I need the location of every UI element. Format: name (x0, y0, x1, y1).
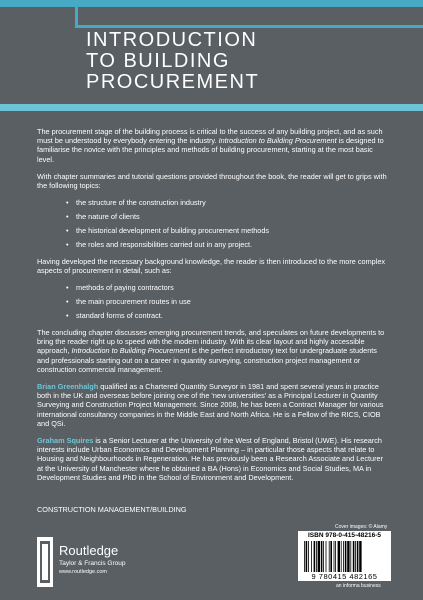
aspects-list (37, 283, 390, 320)
subject-category: CONSTRUCTION MANAGEMENT/BUILDING (37, 505, 187, 514)
barcode-icon (304, 541, 385, 572)
publisher-name: Routledge (59, 543, 119, 558)
cover-credit: Cover images: © Alamy (335, 524, 388, 530)
list-item: • the nature of clients (37, 212, 390, 221)
author-bio-1: Brian Greenhalgh qualified as a Chartered Quantity Surveyor in 1981 and spent several years in practice both in the UK and overseas before joining one of the 'new universities' as a Principal Lecturer in Quantity Surveying and Construction Project Management. Since 2008, he has been a Contract Manager for various international consultancy companies in the Middle East and North Africa. He is a Fellow of the RICS, CIOB and QSi. (37, 382, 384, 428)
intro-paragraph: The procurement stage of the building process is critical to the success of any building project, and as such must be understood by everybody entering the industry. Introduction to Building Procurement is designed to familiarise the novice with the principles and methods of building procurement, starting at the most basic level. (37, 127, 384, 164)
publisher-group: Taylor & Francis Group (59, 560, 126, 567)
list-item: • the structure of the construction industry (37, 198, 390, 207)
routledge-mark-icon (37, 537, 53, 587)
top-accent-band (0, 0, 423, 7)
isbn-label: ISBN 978-0-415-48216-5 (308, 532, 381, 539)
list-item: • standard forms of contract. (37, 311, 390, 320)
topics-intro-paragraph: With chapter summaries and tutorial questions provided throughout the book, the reader will get to grips with the following topics: (37, 171, 387, 191)
list-item: • the roles and responsibilities carried out in any project. (37, 240, 390, 249)
title-line-3: PROCUREMENT (86, 71, 260, 93)
list-item: • methods of paying contractors (37, 283, 390, 292)
blurb (37, 127, 390, 490)
title-underline-band (0, 104, 423, 111)
title-frame-vertical-rule (75, 7, 78, 25)
list-item: • the main procurement routes in use (37, 297, 390, 306)
imprint-label: an informa business (336, 583, 381, 589)
book-title (86, 30, 259, 93)
title-line-1: INTRODUCTION (86, 29, 258, 51)
author-name: Graham Squires (37, 436, 94, 446)
title-line-2: TO BUILDING (86, 50, 230, 72)
publisher-logo (37, 537, 237, 587)
title-frame-horizontal-rule (75, 25, 423, 28)
publisher-url: www.routledge.com (59, 569, 107, 575)
list-item: • the historical development of building procurement methods (37, 226, 390, 235)
aspects-intro-paragraph: Having developed the necessary background knowledge, the reader is then introduced to the more complex aspects of procurement in detail, such as: (37, 256, 386, 276)
topics-list (37, 198, 390, 249)
barcode-digits: 9 780415 482165 (311, 572, 378, 581)
author-name: Brian Greenhalgh (37, 382, 99, 392)
author-bio-2: Graham Squires is a Senior Lecturer at the University of the West of England, Bristol (UWE). His research interests include Urban Economics and Development Planning – in particular those aspects that relate to Housing and Neighbourhoods in Regeneration. He has previously been a Research Associate and Lecturer at the University of Manchester where he obtained a BA (Hons) in Economics and Social Studies, MA in Development Studies and PhD in the School of Environment and Development. (37, 436, 384, 482)
conclusion-paragraph: The concluding chapter discusses emerging procurement trends, and speculates on future developments to bring the reader right up to speed with the modern industry. With its clear layout and highly accessible approach, Introduction to Building Procurement is the perfect introductory text for undergraduate students and professionals starting out on a career in quantity surveying, construction project management or construction commercial management. (37, 328, 385, 374)
barcode-panel (298, 531, 391, 581)
